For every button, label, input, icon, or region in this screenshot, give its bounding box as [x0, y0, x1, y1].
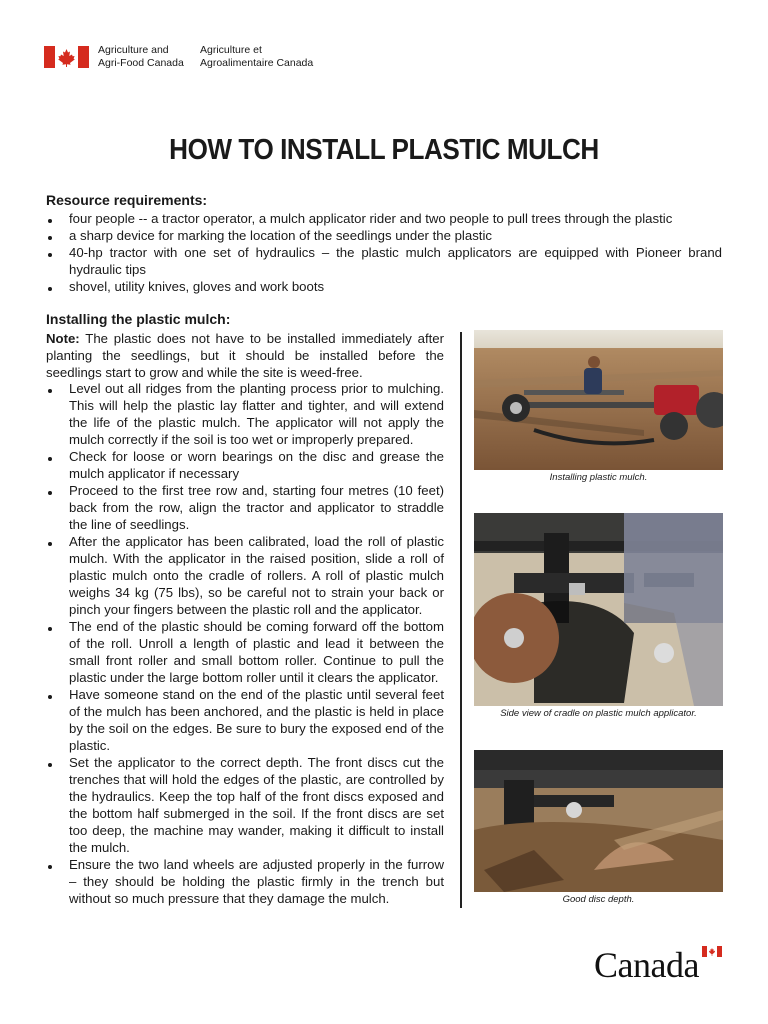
step-item: Check for loose or worn bearings on the disc and grease the mulch applicator if necessary [46, 448, 444, 482]
resource-item: four people -- a tractor operator, a mulch applicator rider and two people to pull trees through the plastic [46, 210, 722, 227]
steps-list [46, 380, 444, 907]
note-text: The plastic does not have to be installed immediately after planting the seedlings, but it should be installed before the seedlings start to grow and while the site is weed-free. [46, 331, 444, 380]
step-item: Ensure the two land wheels are adjusted properly in the furrow – they should be holding the plastic firmly in the trench but without so much pressure that they damage the mulch. [46, 856, 444, 907]
column-divider [460, 332, 462, 908]
resource-list [46, 210, 722, 295]
department-name-french [200, 44, 313, 70]
caption-figure-1: Installing plastic mulch. [549, 472, 648, 483]
dept-en-line2: Agri-Food Canada [98, 57, 184, 69]
dept-en-line1: Agriculture and [98, 44, 169, 56]
caption-figure-2: Side view of cradle on plastic mulch applicator. [500, 708, 697, 719]
department-name-english [98, 44, 184, 70]
step-item: After the applicator has been calibrated, load the roll of plastic mulch. With the applicator in the raised position, slide a roll of plastic mulch onto the cradle of rollers. A roll of plastic mulch weighs 34 kg (75 lbs), so be careful not to strain your back or pinch your fingers between the plastic roll and the applicator. [46, 533, 444, 618]
photo-cradle-side-view [474, 513, 723, 706]
step-item: Have someone stand on the end of the plastic until several feet of the mulch has been anchored, and the plastic is held in place by the soil on the edges. Be sure to bury the exposed end of the plastic. [46, 686, 444, 754]
dept-fr-line2: Agroalimentaire Canada [200, 57, 314, 69]
resource-item: 40-hp tractor with one set of hydraulics – the plastic mulch applicators are equipped with Pioneer brand hydraulic tips [46, 244, 722, 278]
photo-installing-mulch [474, 330, 723, 470]
photo-disc-depth [474, 750, 723, 892]
step-item: Proceed to the first tree row and, starting four metres (10 feet) back from the row, align the tractor and applicator to straddle the line of seedlings. [46, 482, 444, 533]
canada-flag-icon [44, 46, 89, 68]
dept-fr-line1: Agriculture et [200, 44, 262, 56]
canada-wordmark: Canada [594, 945, 699, 985]
caption-figure-3: Good disc depth. [562, 894, 635, 905]
note-paragraph [46, 330, 444, 381]
installing-heading: Installing the plastic mulch: [46, 311, 231, 327]
step-item: Set the applicator to the correct depth. The front discs cut the trenches that will hold the edges of the plastic, are controlled by the hydraulics. Keep the top half of the front discs exposed and the bottom half submerged in the soil. If the front discs are set too deep, the machine may wander, making it difficult to install the mulch. [46, 754, 444, 856]
note-label: Note: [46, 331, 80, 346]
resource-heading: Resource requirements: [46, 192, 208, 208]
resource-item: shovel, utility knives, gloves and work boots [46, 278, 722, 295]
step-item: The end of the plastic should be coming forward off the bottom of the roll. Unroll a length of plastic and lead it between the small front roller and small bottom roller. Continue to pull the plastic under the large bottom roller until it clears the applicator. [46, 618, 444, 686]
step-item: Level out all ridges from the planting process prior to mulching. This will help the plastic lay flatter and tighter, and will extend the life of the plastic mulch. The applicator will not apply the mulch correctly if the soil is too wet or improperly prepared. [46, 380, 444, 448]
resource-item: a sharp device for marking the location of the seedlings under the plastic [46, 227, 722, 244]
wordmark-flag-icon [702, 946, 722, 957]
page-title: HOW TO INSTALL PLASTIC MULCH [169, 134, 599, 166]
